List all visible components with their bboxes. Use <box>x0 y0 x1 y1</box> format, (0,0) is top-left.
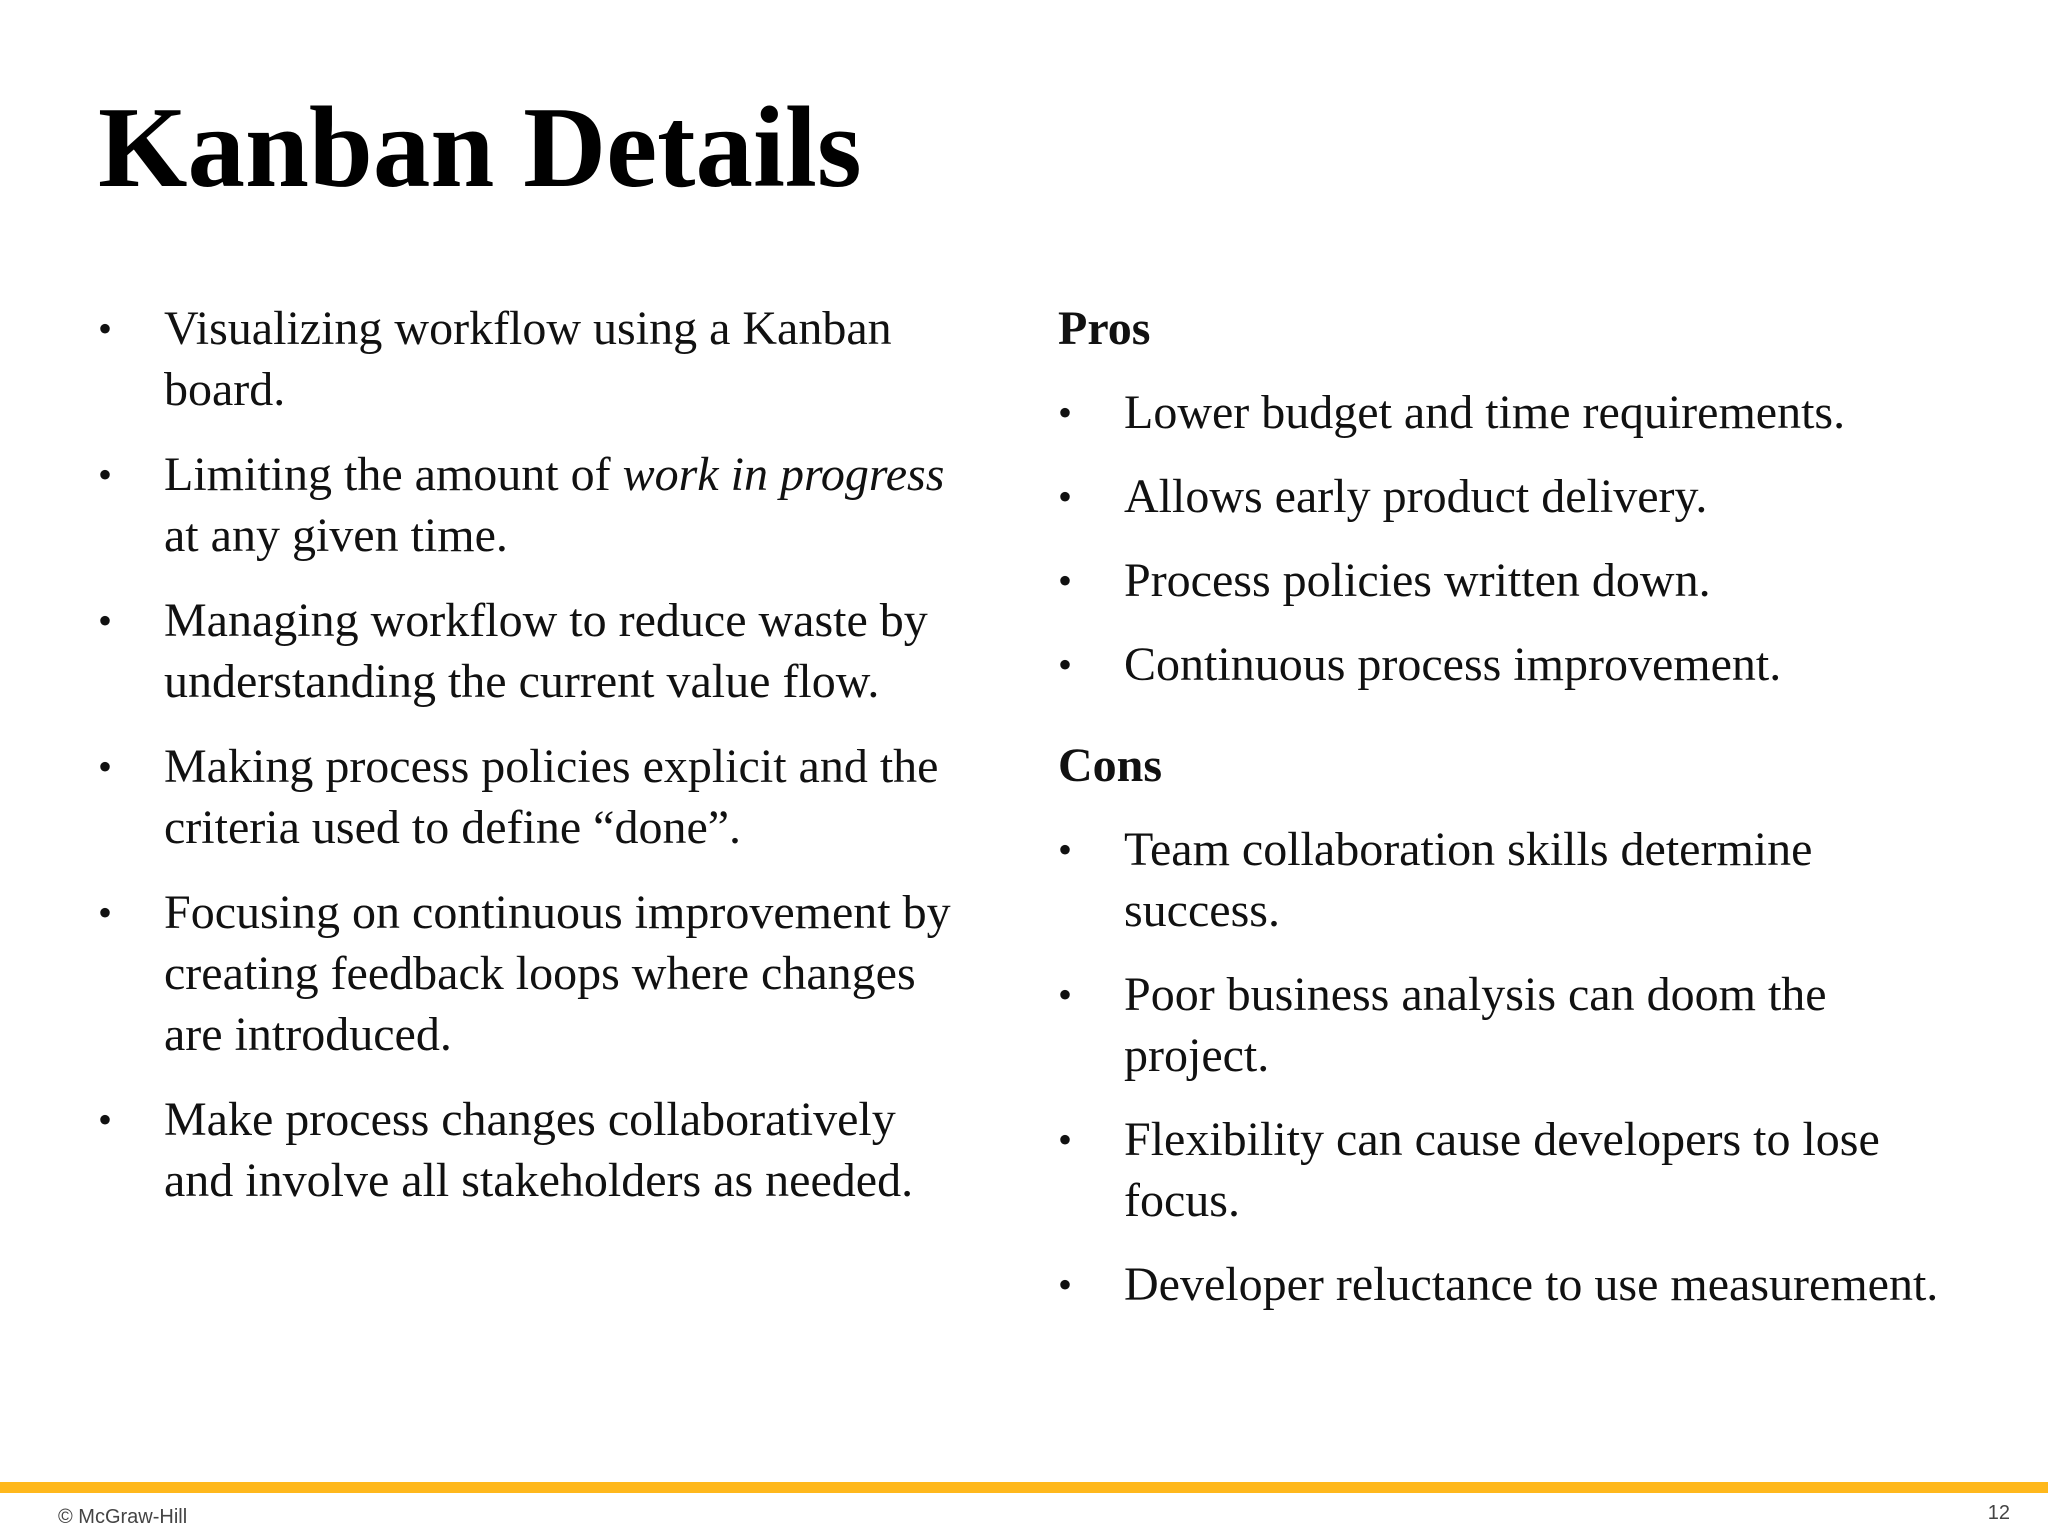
list-item <box>98 736 958 858</box>
bullet-icon: • <box>1058 1262 1073 1307</box>
list-item <box>98 1089 958 1211</box>
list-item-text: Managing workflow to reduce waste by understanding the current value flow. <box>164 594 928 708</box>
list-item-emphasis: work in progress <box>622 448 945 501</box>
list-item-text: Flexibility can cause developers to lose focus. <box>1124 1113 1880 1227</box>
bullet-icon: • <box>1058 1117 1073 1162</box>
list-item <box>98 444 958 566</box>
list-item-text: Allows early product delivery. <box>1124 470 1708 523</box>
bullet-icon: • <box>98 598 113 643</box>
bullet-icon: • <box>1058 558 1073 603</box>
footer-accent-bar <box>0 1482 2048 1493</box>
list-item <box>1058 382 1958 443</box>
list-item-text: Process policies written down. <box>1124 554 1711 607</box>
bullet-icon: • <box>98 1097 113 1142</box>
right-column <box>1058 298 1958 1338</box>
list-item-text: Developer reluctance to use measurement. <box>1124 1258 1939 1311</box>
list-item <box>1058 466 1958 527</box>
list-item <box>1058 964 1958 1086</box>
pros-heading: Pros <box>1058 302 1151 355</box>
bullet-icon: • <box>1058 972 1073 1017</box>
list-item <box>1058 634 1958 695</box>
list-item-text: Poor business analysis can doom the project. <box>1124 968 1827 1082</box>
list-item-text: Team collaboration skills determine success. <box>1124 823 1813 937</box>
pros-list <box>1058 382 1958 695</box>
list-item-text: Limiting the amount of <box>164 448 623 501</box>
bullet-icon: • <box>1058 390 1073 435</box>
list-item-text: Make process changes collaboratively and involve all stakeholders as needed. <box>164 1093 914 1207</box>
bullet-icon: • <box>1058 642 1073 687</box>
bullet-icon: • <box>98 890 113 935</box>
left-column <box>98 298 958 1235</box>
bullet-icon: • <box>98 306 113 351</box>
list-item-text: Making process policies explicit and the criteria used to define “done”. <box>164 740 939 854</box>
cons-heading: Cons <box>1058 739 1163 792</box>
bullet-icon: • <box>98 744 113 789</box>
list-item <box>98 590 958 712</box>
page-number: 12 <box>1987 1502 2010 1524</box>
bullet-icon: • <box>1058 827 1073 872</box>
bullet-icon: • <box>98 452 113 497</box>
list-item <box>98 298 958 420</box>
list-item <box>98 882 958 1065</box>
cons-list <box>1058 819 1958 1315</box>
list-item <box>1058 1109 1958 1231</box>
list-item-text: Lower budget and time requirements. <box>1124 386 1846 439</box>
list-item-text: at any given time. <box>164 509 508 562</box>
list-item-text: Visualizing workflow using a Kanban board. <box>164 302 892 416</box>
list-item <box>1058 819 1958 941</box>
kanban-practices-list <box>98 298 958 1211</box>
slide-title: Kanban Details <box>98 84 862 211</box>
list-item <box>1058 1254 1958 1315</box>
list-item <box>1058 550 1958 611</box>
list-item-text: Focusing on continuous improvement by creating feedback loops where changes are introduced. <box>164 886 951 1061</box>
copyright-notice: © McGraw-Hill <box>58 1506 188 1528</box>
list-item-text: Continuous process improvement. <box>1124 638 1782 691</box>
bullet-icon: • <box>1058 474 1073 519</box>
